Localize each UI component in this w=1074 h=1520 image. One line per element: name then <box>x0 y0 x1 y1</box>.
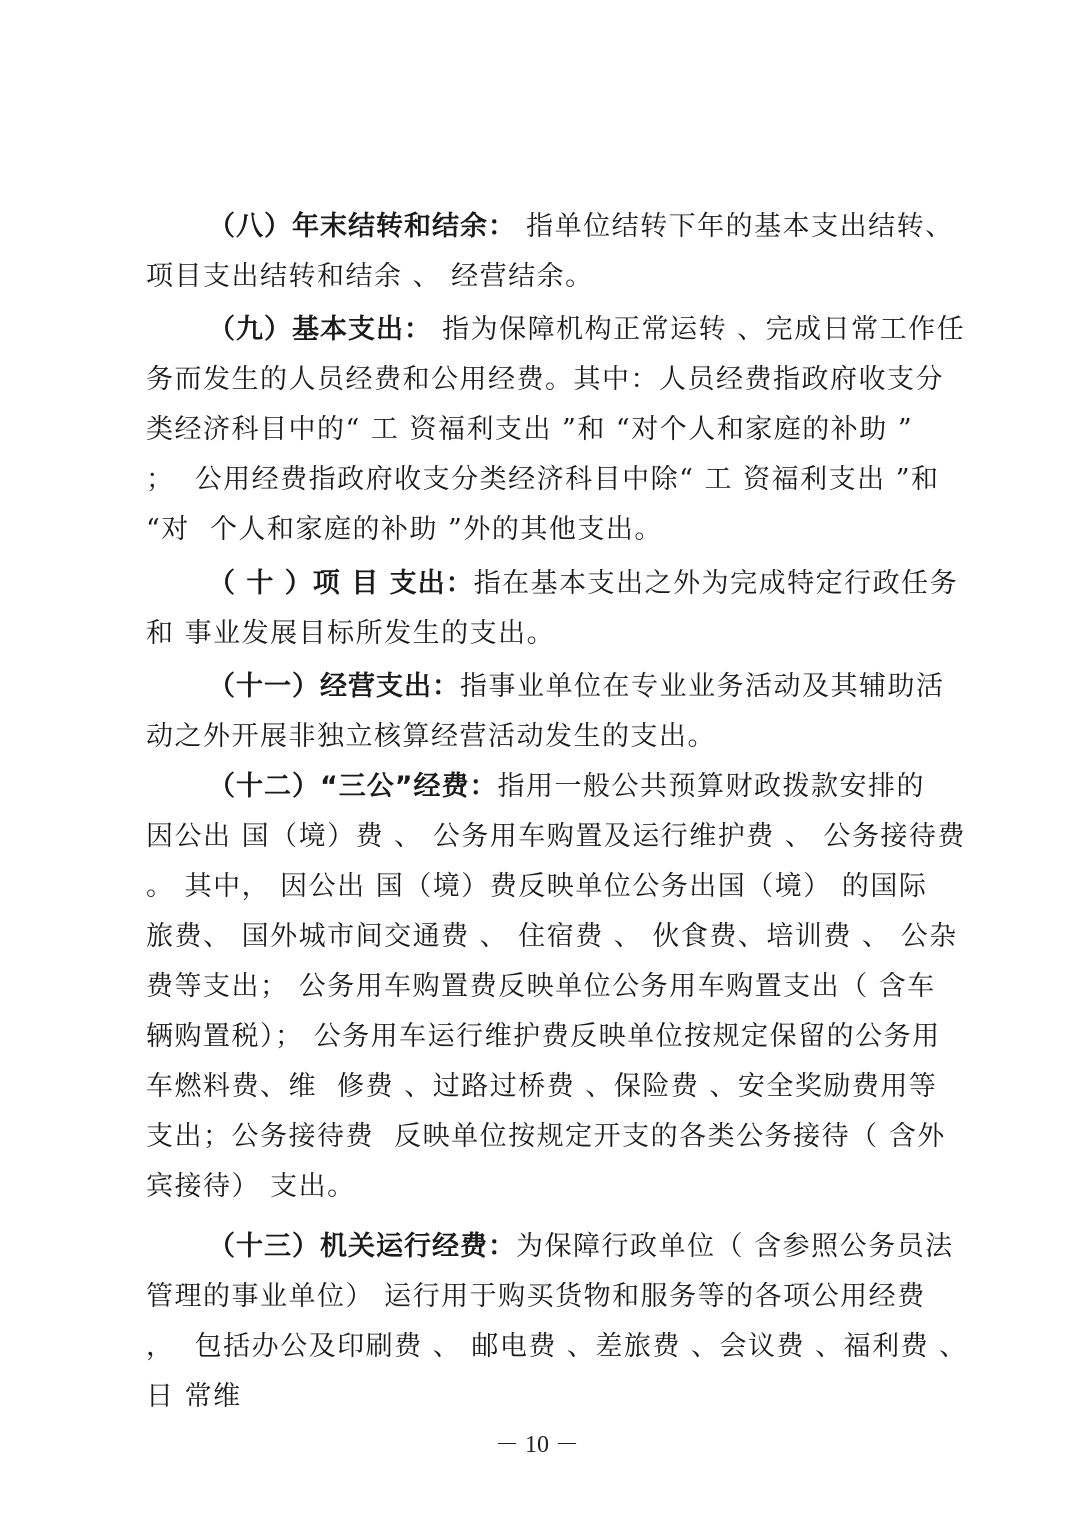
line-text: 指事业单位在专业业务活动及其辅助活 <box>460 671 945 702</box>
paragraph-line: 因公出 国（境）费 、 公务用车购置及运行维护费 、 公务接待费 <box>146 821 966 852</box>
line-text: 指单位结转下年的基本支出结转、 <box>516 211 954 242</box>
paragraph-line <box>146 559 959 609</box>
paragraph-line: 旅费、 国外城市间交通费 、 住宿费 、 伙食费、培训费 、 公杂 <box>146 921 958 952</box>
paragraph-line: 项目支出结转和结余 、 经营结余。 <box>146 261 594 292</box>
paragraph-three-public-expenses <box>146 762 966 1212</box>
line-text: 指为保障机构正常运转 、完成日常工作任 <box>432 314 966 345</box>
paragraph-line: “对 个人和家庭的补助 ”外的其他支出。 <box>146 514 663 545</box>
line-text: 为保障行政单位（ 含参照公务员法 <box>516 1231 954 1262</box>
line-text: 指在基本支出之外为完成特定行政任务 <box>473 568 959 599</box>
paragraph-project-expenditure <box>146 559 959 659</box>
paragraph-line: ； 公用经费指政府收支分类经济科目中除“ 工 资福利支出 ”和 <box>146 464 940 495</box>
term-heading: （十三）机关运行经费： <box>208 1231 516 1262</box>
paragraph-year-end-balance <box>146 202 954 302</box>
term-heading: （ 十 ）项 目 支出： <box>208 568 474 599</box>
term-heading: （十一）经营支出： <box>208 671 460 702</box>
paragraph-line: 日 常维 <box>146 1381 242 1412</box>
paragraph-line: 和 事业发展目标所发生的支出。 <box>146 618 556 649</box>
paragraph-line <box>146 662 946 712</box>
paragraph-line <box>146 762 946 812</box>
paragraph-operating-expenditure <box>146 662 946 762</box>
paragraph-line <box>146 305 966 355</box>
paragraph-line: 。 其中， 因公出 国（境）费反映单位公务出国（境） 的国际 <box>146 871 928 902</box>
paragraph-line: 费等支出； 公务用车购置费反映单位公务用车购置支出（ 含车 <box>146 971 936 1002</box>
paragraph-line: ， 包括办公及印刷费 、 邮电费 、差旅费 、会议费 、福利费 、 <box>146 1331 968 1362</box>
paragraph-agency-operating-expenses <box>146 1222 968 1422</box>
paragraph-line <box>146 202 954 252</box>
paragraph-line <box>146 1222 954 1272</box>
paragraph-line: 动之外开展非独立核算经营活动发生的支出。 <box>146 721 716 752</box>
term-heading: （九）基本支出： <box>208 314 432 345</box>
term-heading: （十二）“三公”经费： <box>208 771 498 802</box>
term-heading: （八）年末结转和结余： <box>208 211 516 242</box>
page-number: － 10 － <box>495 1432 579 1458</box>
paragraph-line: 辆购置税）； 公务用车运行维护费反映单位按规定保留的公务用 <box>146 1021 941 1052</box>
paragraph-line: 务而发生的人员经费和公用经费。其中：人员经费指政府收支分 <box>146 364 944 395</box>
paragraph-line: 支出；公务接待费 反映单位按规定开支的各类公务接待（ 含外 <box>146 1121 946 1152</box>
paragraph-line: 宾接待） 支出。 <box>146 1171 356 1202</box>
paragraph-basic-expenditure <box>146 305 966 555</box>
paragraph-line: 管理的事业单位） 运行用于购买货物和服务等的各项公用经费 <box>146 1281 926 1312</box>
paragraph-line: 车燃料费、维 修费 、过路过桥费 、保险费 、安全奖励费用等 <box>146 1071 938 1102</box>
line-text: 指用一般公共预算财政拨款安排的 <box>497 771 925 802</box>
paragraph-line: 类经济科目中的“ 工 资福利支出 ”和 “对个人和家庭的补助 ” <box>146 414 914 445</box>
